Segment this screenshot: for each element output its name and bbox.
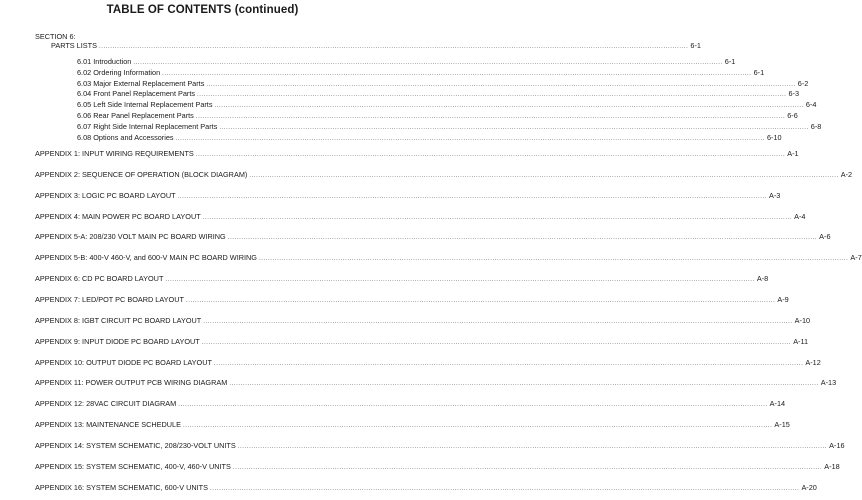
toc-entry-label: APPENDIX 13: MAINTENANCE SCHEDULE: [35, 420, 181, 430]
toc-entry-label: 6.04 Front Panel Replacement Parts: [77, 89, 196, 99]
toc-entry-label: APPENDIX 5-B: 400-V 460-V, and 600-V MAIN PC BOARD WIRING: [35, 253, 257, 263]
toc-entry-appendix[interactable]: [35, 294, 789, 306]
toc-entry-parts-item[interactable]: [77, 132, 782, 144]
toc-entry-label: 6.05 Left Side Internal Replacement Parts: [77, 100, 213, 110]
toc-entry-label: APPENDIX 4: MAIN POWER PC BOARD LAYOUT: [35, 211, 201, 221]
dot-leader: ....................................................................................................................................................................................................................................................................: [237, 443, 828, 450]
toc-entry-page: 6-6: [787, 111, 798, 120]
toc-entry-page: A-20: [801, 482, 817, 492]
toc-entry-page: A-7: [850, 253, 862, 263]
toc-entry-label: APPENDIX 5-A: 208/230 VOLT MAIN PC BOARD WIRING: [35, 232, 226, 242]
toc-entry-label: APPENDIX 6: CD PC BOARD LAYOUT: [35, 274, 164, 284]
page-title: TABLE OF CONTENTS (continued): [106, 4, 299, 16]
toc-entry-page: A-10: [794, 315, 811, 325]
dot-leader: ....................................................................................................................................................................................................................................................................: [162, 70, 752, 77]
toc-entry-page: 6-1: [724, 57, 736, 66]
toc-entry-label: 6.07 Right Side Internal Replacement Parts: [77, 121, 218, 131]
toc-entry-appendix[interactable]: [35, 399, 786, 410]
toc-entry-page: A-6: [819, 232, 831, 242]
toc-entry-label: APPENDIX 3: LOGIC PC BOARD LAYOUT: [35, 190, 176, 200]
dot-leader: ....................................................................................................................................................................................................................................................................: [229, 381, 819, 388]
toc-entry-label: 6.03 Major External Replacement Parts: [77, 78, 205, 88]
toc-entry-page: A-11: [793, 336, 809, 346]
toc-entry-parts-item[interactable]: [77, 57, 736, 68]
toc-entry-label: 6.08 Options and Accessories: [77, 132, 174, 142]
dot-leader: ....................................................................................................................................................................................................................................................................: [249, 172, 839, 179]
toc-entry-page: A-4: [794, 211, 806, 221]
dot-leader: ....................................................................................................................................................................................................................................................................: [177, 193, 767, 200]
dot-leader: ....................................................................................................................................................................................................................................................................: [213, 360, 804, 367]
toc-entry-appendix[interactable]: [35, 232, 831, 243]
toc-entry-label: 6.02 Ordering Information: [77, 67, 161, 77]
toc-entry-appendix[interactable]: [35, 211, 806, 223]
toc-entry-label: APPENDIX 7: LED/POT PC BOARD LAYOUT: [35, 294, 184, 304]
dot-leader: ....................................................................................................................................................................................................................................................................: [98, 44, 689, 50]
toc-entry-page: A-9: [777, 294, 789, 304]
toc-entry-page: A-18: [824, 461, 840, 471]
toc-entry-appendix[interactable]: [35, 440, 845, 452]
toc-entry-page: A-14: [769, 399, 786, 409]
dot-leader: ....................................................................................................................................................................................................................................................................: [133, 60, 723, 66]
toc-entry-label: APPENDIX 12: 28VAC CIRCUIT DIAGRAM: [35, 399, 177, 409]
toc-entry-label: 6.06 Rear Panel Replacement Parts: [77, 111, 194, 120]
toc-entry-label: APPENDIX 15: SYSTEM SCHEMATIC, 400-V, 460-V UNITS: [35, 461, 231, 471]
toc-entry-label: PARTS LISTS: [51, 41, 97, 50]
dot-leader: ....................................................................................................................................................................................................................................................................: [195, 152, 786, 158]
dot-leader: ....................................................................................................................................................................................................................................................................: [175, 135, 765, 142]
toc-entry-parts-item[interactable]: [77, 89, 799, 100]
dot-leader: ....................................................................................................................................................................................................................................................................: [203, 318, 793, 325]
toc-entry-page: 6-1: [690, 41, 701, 50]
toc-entry-appendix[interactable]: [35, 169, 853, 181]
dot-leader: ....................................................................................................................................................................................................................................................................: [227, 235, 818, 242]
toc-entry-parts-item[interactable]: [77, 121, 822, 133]
dot-leader: ....................................................................................................................................................................................................................................................................: [185, 297, 776, 304]
toc-entry-label: APPENDIX 8: IGBT CIRCUIT PC BOARD LAYOUT: [35, 315, 202, 325]
toc-entry-page: A-2: [840, 169, 853, 179]
toc-entry-parts-item[interactable]: [77, 67, 765, 79]
toc-entry-page: 6-4: [805, 100, 817, 110]
toc-entry-label: APPENDIX 10: OUTPUT DIODE PC BOARD LAYOUT: [35, 357, 212, 367]
toc-entry-page: A-12: [805, 357, 821, 367]
dot-leader: ....................................................................................................................................................................................................................................................................: [219, 124, 809, 131]
toc-entry-label: APPENDIX 14: SYSTEM SCHEMATIC, 208/230-VOLT UNITS: [35, 440, 236, 450]
toc-entry-appendix[interactable]: [35, 482, 817, 494]
toc-entry-page: A-8: [756, 274, 769, 284]
toc-entry-appendix[interactable]: [35, 190, 781, 202]
toc-entry-appendix[interactable]: [35, 274, 769, 285]
toc-entry-label: APPENDIX 1: INPUT WIRING REQUIREMENTS: [35, 149, 194, 158]
toc-entry-parts-item[interactable]: [77, 78, 809, 90]
dot-leader: ....................................................................................................................................................................................................................................................................: [201, 339, 792, 346]
toc-entry-parts-lists[interactable]: [51, 41, 701, 52]
dot-leader: ....................................................................................................................................................................................................................................................................: [165, 277, 755, 284]
toc-entry-appendix[interactable]: [35, 378, 837, 389]
toc-entry-page: 6-8: [810, 121, 822, 131]
toc-entry-page: 6-10: [766, 132, 782, 142]
dot-leader: ....................................................................................................................................................................................................................................................................: [214, 103, 804, 110]
toc-entry-page: 6-1: [753, 67, 765, 77]
toc-entry-label: APPENDIX 2: SEQUENCE OF OPERATION (BLOCK DIAGRAM): [35, 169, 248, 179]
toc-entry-appendix[interactable]: [35, 357, 821, 369]
dot-leader: ....................................................................................................................................................................................................................................................................: [258, 256, 849, 263]
toc-entry-page: A-13: [820, 378, 837, 388]
toc-entry-page: A-3: [769, 190, 781, 200]
toc-entry-page: 6-3: [788, 89, 799, 99]
toc-entry-page: A-15: [774, 420, 790, 430]
dot-leader: ....................................................................................................................................................................................................................................................................: [195, 114, 786, 120]
dot-leader: ....................................................................................................................................................................................................................................................................: [206, 81, 796, 88]
section-title: SECTION 6:: [35, 32, 76, 41]
toc-entry-appendix[interactable]: [35, 253, 862, 264]
dot-leader: ....................................................................................................................................................................................................................................................................: [232, 464, 823, 471]
toc-entry-label: APPENDIX 11: POWER OUTPUT PCB WIRING DIAGRAM: [35, 378, 228, 388]
dot-leader: ....................................................................................................................................................................................................................................................................: [210, 485, 800, 492]
toc-entry-appendix[interactable]: [35, 149, 799, 160]
toc-entry-appendix[interactable]: [35, 336, 809, 348]
toc-entry-appendix[interactable]: [35, 315, 811, 327]
dot-leader: ....................................................................................................................................................................................................................................................................: [197, 92, 787, 99]
dot-leader: ....................................................................................................................................................................................................................................................................: [178, 402, 768, 409]
dot-leader: ....................................................................................................................................................................................................................................................................: [202, 214, 793, 221]
dot-leader: ....................................................................................................................................................................................................................................................................: [182, 423, 773, 430]
toc-entry-label: APPENDIX 16: SYSTEM SCHEMATIC, 600-V UNITS: [35, 482, 209, 492]
toc-entry-page: A-1: [787, 149, 799, 158]
toc-entry-label: 6.01 Introduction: [77, 57, 132, 66]
toc-entry-page: A-16: [829, 440, 845, 450]
toc-entry-parts-item[interactable]: [77, 100, 817, 111]
toc-entry-appendix[interactable]: [35, 461, 840, 473]
toc-entry-page: 6-2: [797, 78, 809, 88]
toc-entry-label: APPENDIX 9: INPUT DIODE PC BOARD LAYOUT: [35, 336, 200, 346]
toc-entry-parts-item[interactable]: [77, 111, 798, 122]
toc-entry-appendix[interactable]: [35, 420, 790, 431]
